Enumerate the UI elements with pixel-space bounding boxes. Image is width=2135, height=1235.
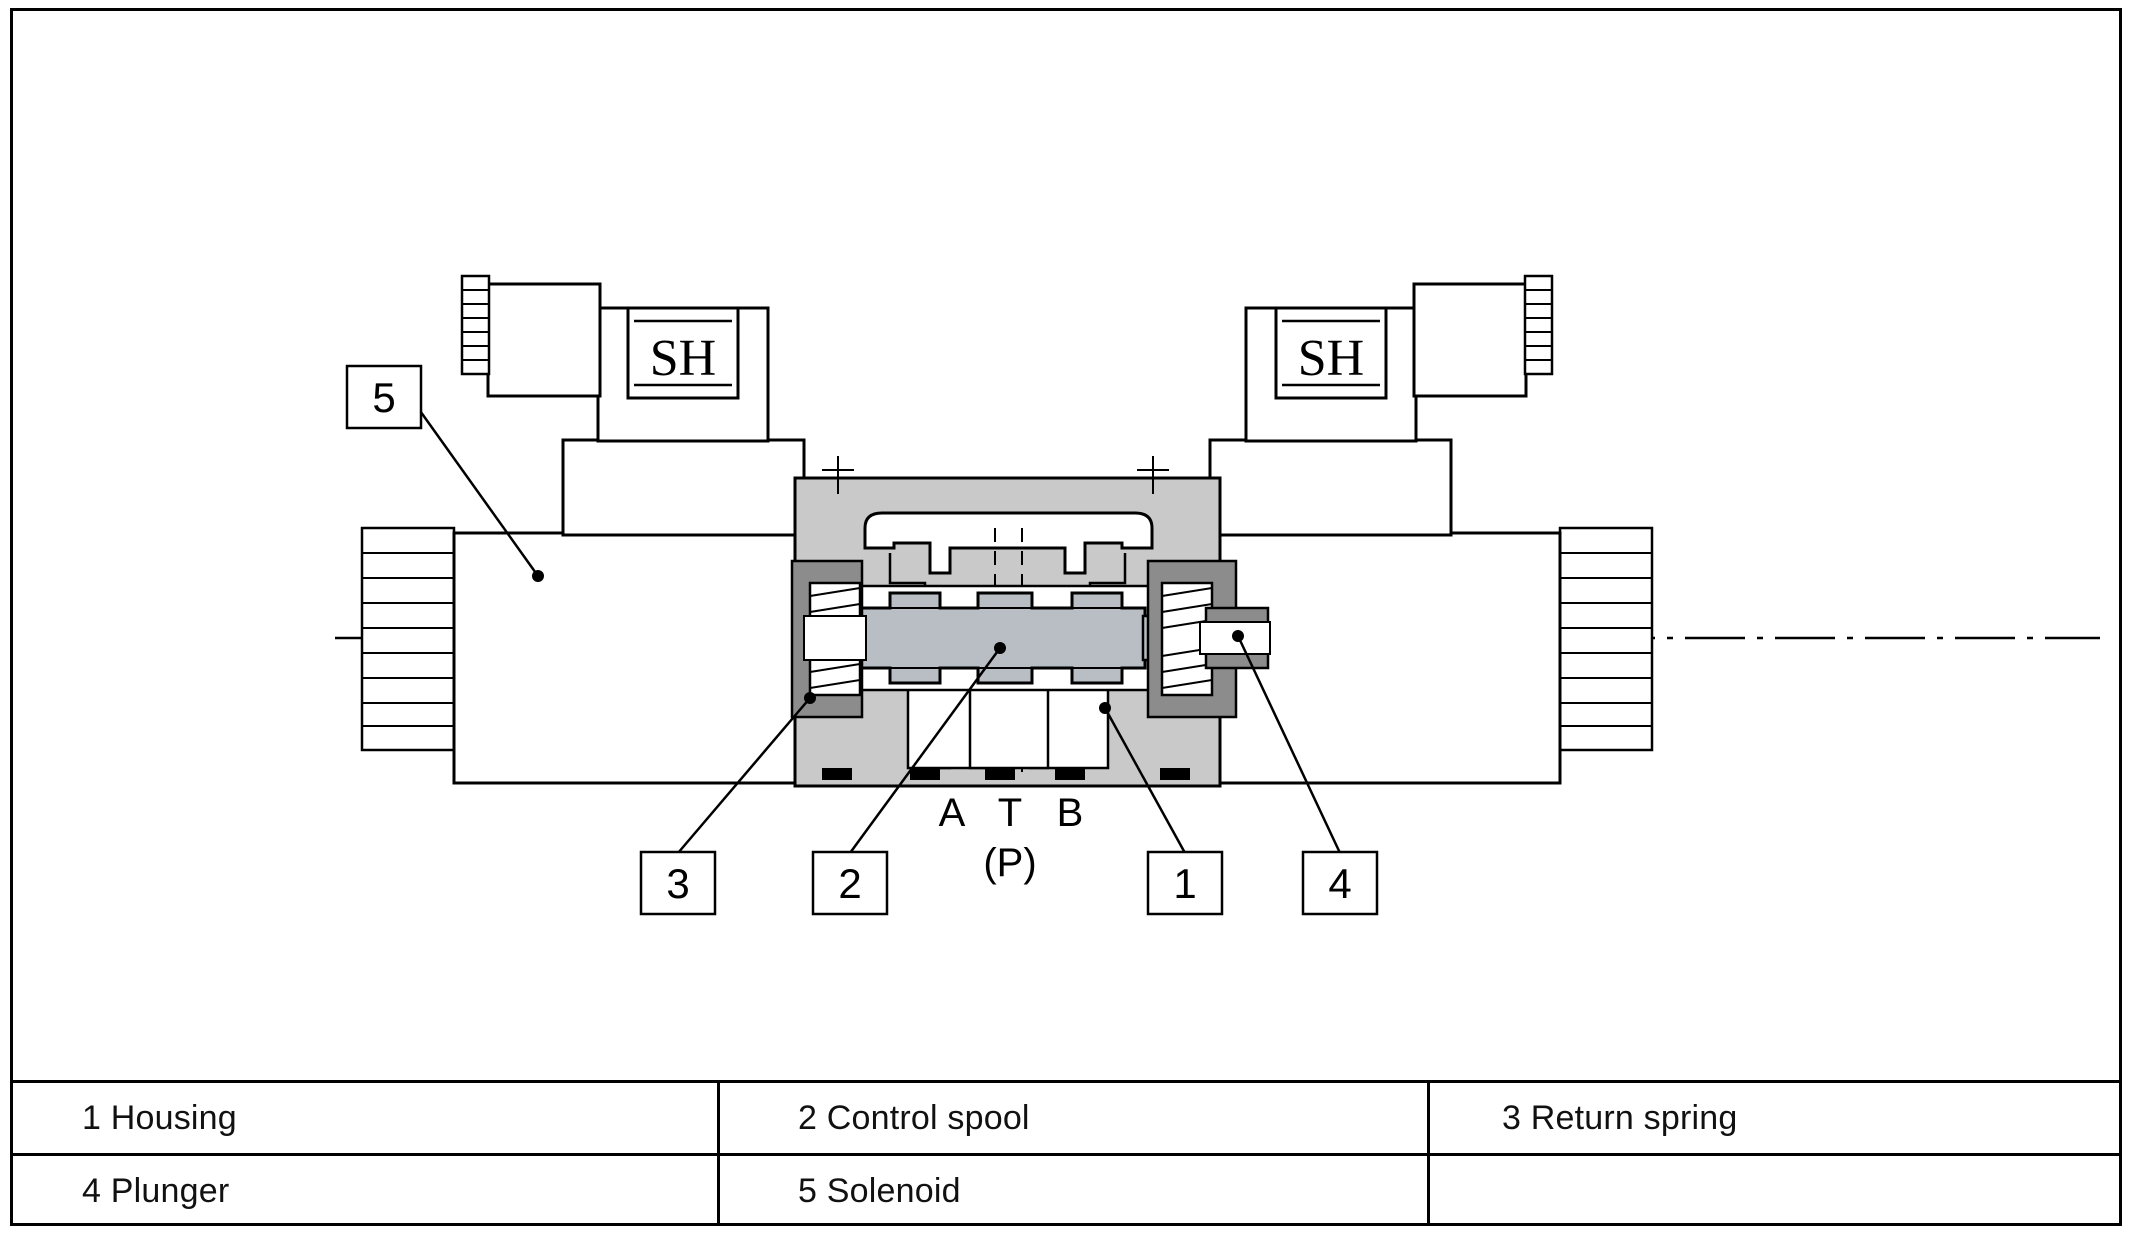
left-spring-assembly: [792, 561, 866, 717]
port-labels: [939, 791, 1084, 885]
callout-1-label: 1: [1173, 860, 1197, 907]
left-sh-plate: [628, 308, 738, 398]
left-solenoid-body: [454, 533, 804, 783]
callout-4: [1303, 852, 1377, 914]
valve-sectional-diagram: [10, 8, 2122, 1080]
port-label-p: (P): [983, 841, 1037, 885]
right-end-cap: [1560, 528, 1652, 750]
left-end-cap: [362, 528, 454, 750]
legend-item-empty: [1430, 1156, 2122, 1226]
port-label-a: A: [938, 791, 966, 835]
port-label-t: T: [997, 791, 1023, 835]
callout-4-label: 4: [1328, 860, 1352, 907]
drawing-area: [10, 8, 2122, 1080]
callout-1: [1148, 852, 1222, 914]
legend-item-1: 1 Housing: [10, 1083, 720, 1153]
left-connector-ribs: [462, 276, 489, 374]
callout-3: [641, 852, 715, 914]
left-sh-text: SH: [649, 330, 717, 387]
left-connector-body: [488, 284, 600, 396]
callout-2: [813, 852, 887, 914]
right-coil-lower: [1210, 440, 1451, 535]
legend-row: [10, 1156, 2122, 1226]
port-label-b: B: [1056, 791, 1084, 835]
legend-item-2: 2 Control spool: [720, 1083, 1430, 1153]
callout-2-label: 2: [838, 860, 862, 907]
right-sh-plate: [1276, 308, 1386, 398]
left-coil-lower: [563, 440, 804, 535]
callout-5-label: 5: [372, 374, 396, 421]
legend-item-4: 4 Plunger: [10, 1156, 720, 1226]
spool-body: [860, 593, 1145, 683]
right-solenoid-assembly: [1210, 276, 1652, 783]
right-connector-ribs: [1525, 276, 1552, 374]
right-sh-text: SH: [1297, 330, 1365, 387]
legend-item-5: 5 Solenoid: [720, 1156, 1430, 1226]
left-solenoid-assembly: [362, 276, 804, 783]
legend-row: [10, 1083, 2122, 1156]
legend-table: [10, 1080, 2122, 1226]
right-connector-body: [1414, 284, 1526, 396]
callout-3-label: 3: [666, 860, 690, 907]
legend-item-3: 3 Return spring: [1502, 1098, 1738, 1137]
callout-5: [347, 366, 421, 428]
